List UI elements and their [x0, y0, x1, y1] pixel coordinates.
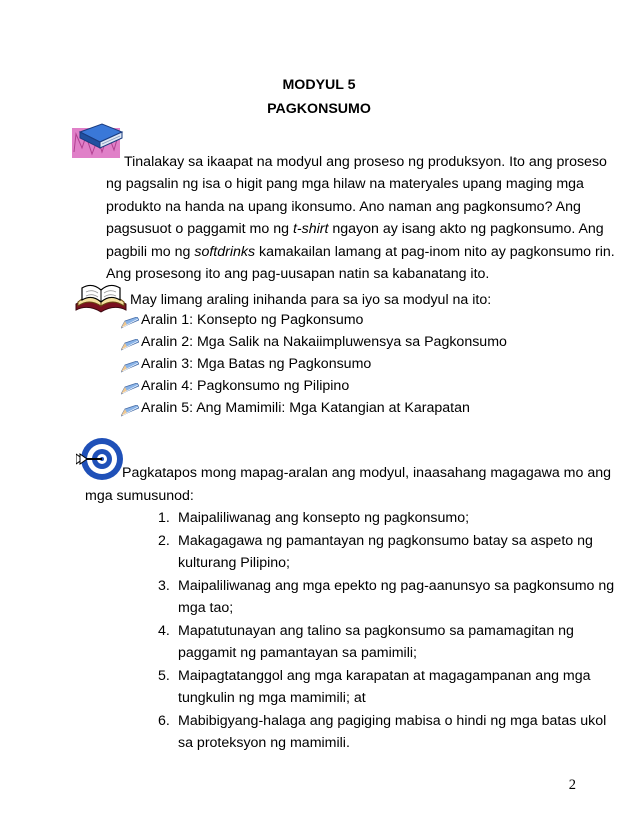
- objective-line: sa proteksyon ng mamimili.: [178, 735, 350, 752]
- page-number: 2: [568, 777, 576, 793]
- open-book-icon: [74, 282, 128, 314]
- intro-line: Ang prosesong ito ang pag-uusapan natin sa kabanatang ito.: [106, 265, 490, 282]
- objective-line: Maipaliliwanag ang mga epekto ng pag-aanunsyo sa pagkonsumo ng: [178, 578, 615, 594]
- lesson-label: Aralin 2: Mga Salik na Nakaiimpluwensya sa Pagkonsumo: [141, 334, 507, 350]
- objective-number: 2.: [158, 533, 170, 549]
- emphasis-softdrinks: softdrinks: [194, 243, 256, 260]
- intro-line: Tinalakay sa ikaapat na modyul ang proseso ng produksyon. Ito ang proseso: [124, 154, 607, 170]
- objective-line: Maipaliliwanag ang konsepto ng pagkonsumo;: [178, 510, 470, 526]
- emphasis-tshirt: t-shirt: [292, 221, 329, 238]
- lessons-intro: May limang araling inihanda para sa iyo sa modyul na ito:: [130, 292, 492, 308]
- lesson-label: Aralin 1: Konsepto ng Pagkonsumo: [141, 312, 364, 328]
- objective-line: Makagagawa ng pamantayan ng pagkonsumo batay sa aspeto ng: [178, 533, 593, 549]
- objectives-intro-line: mga sumusunod:: [85, 488, 194, 504]
- lesson-label: Aralin 4: Pagkonsumo ng Pilipino: [141, 378, 350, 394]
- pencil-bullet-icon: [121, 314, 139, 326]
- module-title: PAGKONSUMO: [267, 101, 371, 117]
- lesson-item: [141, 375, 349, 397]
- objectives-intro-line: Pagkatapos mong mapag-aralan ang modyul, inaasahang magagawa mo ang: [122, 465, 612, 481]
- pencil-bullet-icon: [121, 380, 139, 392]
- lesson-item: [141, 353, 371, 375]
- lesson-item: [141, 331, 507, 353]
- objective-line: paggamit ng pamantayan sa pamimili;: [178, 645, 417, 662]
- objective-line: tungkulin ng mga mamimili; at: [178, 690, 366, 707]
- module-number: MODYUL 5: [282, 77, 356, 93]
- objective-number: 4.: [158, 623, 170, 639]
- intro-paragraph: [106, 151, 615, 285]
- pencil-bullet-icon: [121, 402, 139, 414]
- pencil-bullet-icon: [121, 358, 139, 370]
- objective-line: kulturang Pilipino;: [178, 555, 290, 572]
- intro-line: pagbili mo ng softdrinks kamakailan lamang at pag-inom nito ay pagkonsumo rin.: [106, 243, 615, 260]
- objective-number: 3.: [158, 578, 170, 594]
- objective-number: 6.: [158, 713, 170, 729]
- objective-line: Mapatutunayan ang talino sa pagkonsumo sa pamamagitan ng: [178, 623, 574, 639]
- objective-line: Mabibigyang-halaga ang pagiging mabisa o hindi ng mga batas ukol: [178, 713, 607, 729]
- lesson-item: [141, 309, 363, 331]
- intro-line: produkto na handa na upang ikonsumo. Ano naman ang pagkonsumo? Ang: [106, 198, 581, 215]
- objective-line: mga tao;: [178, 600, 234, 617]
- target-icon: [76, 436, 124, 482]
- lesson-item: [141, 397, 470, 419]
- intro-line: ng pagsalin ng isa o higit pang mga hilaw na materyales upang maging mga: [106, 176, 584, 193]
- objective-number: 1.: [158, 510, 170, 526]
- pencil-bullet-icon: [121, 336, 139, 348]
- intro-line: pagsusuot o paggamit mo ng t-shirt ngayon ay isang akto ng pagkonsumo. Ang: [106, 221, 604, 238]
- lesson-label: Aralin 5: Ang Mamimili: Mga Katangian at Karapatan: [141, 400, 470, 416]
- lesson-label: Aralin 3: Mga Batas ng Pagkonsumo: [141, 356, 372, 372]
- objective-number: 5.: [158, 668, 170, 684]
- objective-line: Maipagtatanggol ang mga karapatan at magagampanan ang mga: [178, 668, 591, 684]
